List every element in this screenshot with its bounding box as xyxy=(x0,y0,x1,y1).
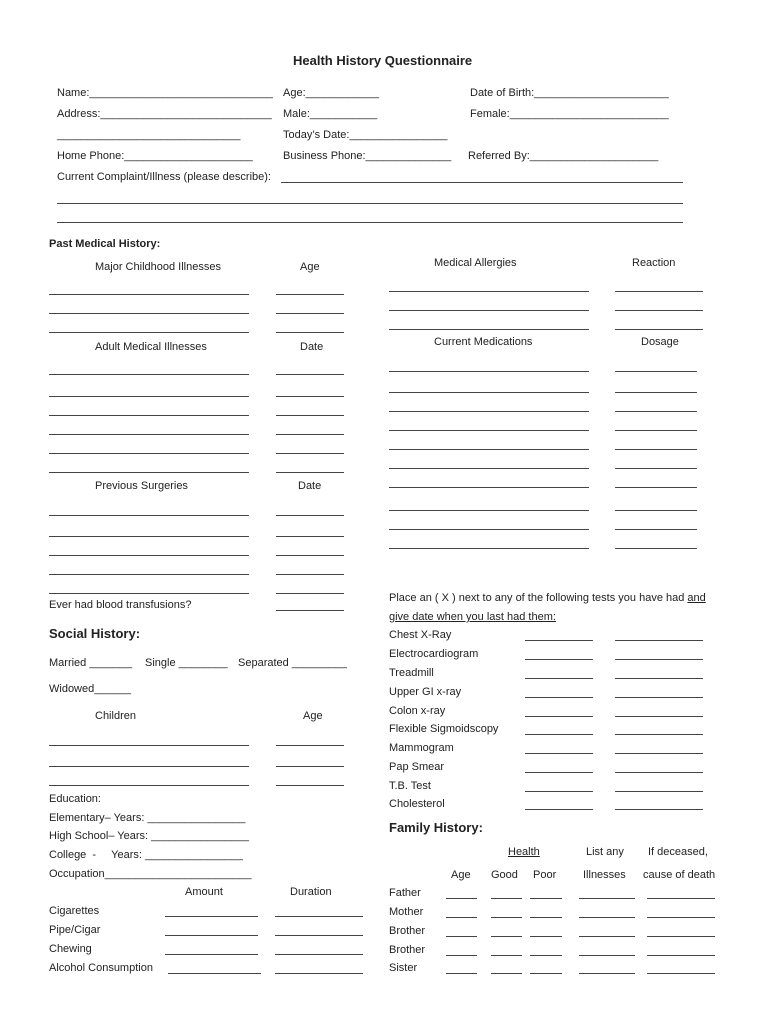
childhood-age-line[interactable] xyxy=(276,332,344,333)
child-line[interactable] xyxy=(49,766,249,767)
family-age-header: Age xyxy=(451,869,471,881)
address-field[interactable]: Address:____________________________ xyxy=(57,108,272,120)
pipe-duration-line[interactable] xyxy=(275,935,363,936)
children-header: Children xyxy=(95,710,136,722)
surgery-line[interactable] xyxy=(49,536,249,537)
childhood-illness-line[interactable] xyxy=(49,332,249,333)
test-check-line[interactable] xyxy=(525,734,593,735)
test-upper-gi: Upper GI x-ray xyxy=(389,686,462,698)
surgeries-header: Previous Surgeries xyxy=(95,480,188,492)
family-poor-line[interactable] xyxy=(530,936,562,937)
adult-date-line[interactable] xyxy=(276,434,344,435)
family-member-brother: Brother xyxy=(389,944,426,956)
social-history-heading: Social History: xyxy=(49,626,141,641)
complaint-line[interactable] xyxy=(57,203,683,204)
surgery-line[interactable] xyxy=(49,555,249,556)
medication-line[interactable] xyxy=(389,529,589,530)
referred-by-field[interactable]: Referred By:_____________________ xyxy=(468,150,659,162)
test-colon-xray: Colon x-ray xyxy=(389,705,446,717)
childhood-illness-line[interactable] xyxy=(49,294,249,295)
dosage-line[interactable] xyxy=(615,548,697,549)
family-age-line[interactable] xyxy=(446,936,477,937)
if-deceased-header: If deceased, xyxy=(648,846,708,858)
surgery-date-line[interactable] xyxy=(276,515,344,516)
good-header: Good xyxy=(491,869,518,881)
test-tb: T.B. Test xyxy=(389,780,431,792)
college-field[interactable]: College - Years: ________________ xyxy=(49,849,243,861)
dosage-line[interactable] xyxy=(615,510,697,511)
family-poor-line[interactable] xyxy=(530,917,562,918)
cigarettes-duration-line[interactable] xyxy=(275,916,363,917)
family-illness-line[interactable] xyxy=(579,917,635,918)
surgery-date-line[interactable] xyxy=(276,555,344,556)
test-check-line[interactable] xyxy=(525,697,593,698)
complaint-line[interactable] xyxy=(281,182,683,183)
surgery-line[interactable] xyxy=(49,515,249,516)
test-check-line[interactable] xyxy=(525,716,593,717)
family-age-line[interactable] xyxy=(446,917,477,918)
dosage-line[interactable] xyxy=(615,430,697,431)
tests-instructions-cont: give date when you last had them: xyxy=(389,611,556,623)
dosage-line[interactable] xyxy=(615,371,697,372)
page-title: Health History Questionnaire xyxy=(293,53,473,68)
child-age-line[interactable] xyxy=(276,745,344,746)
date-of-birth-field[interactable]: Date of Birth:______________________ xyxy=(470,87,669,99)
amount-header: Amount xyxy=(185,886,223,898)
family-illness-line[interactable] xyxy=(579,973,635,974)
education-label: Education: xyxy=(49,793,101,805)
test-date-line[interactable] xyxy=(615,753,703,754)
medication-line[interactable] xyxy=(389,468,589,469)
pipe-cigar-label: Pipe/Cigar xyxy=(49,924,101,936)
family-member-sister: Sister xyxy=(389,962,418,974)
blood-transfusion-label: Ever had blood transfusions? xyxy=(49,599,192,611)
occupation-field[interactable]: Occupation________________________ xyxy=(49,868,252,880)
surgery-date-line[interactable] xyxy=(276,593,344,594)
family-age-line[interactable] xyxy=(446,973,477,974)
alcohol-duration-line[interactable] xyxy=(275,973,363,974)
dosage-line[interactable] xyxy=(615,487,697,488)
childhood-illnesses-header: Major Childhood Illnesses xyxy=(95,261,221,273)
list-any-header: List any xyxy=(586,846,624,858)
children-age-header: Age xyxy=(303,710,323,722)
family-age-line[interactable] xyxy=(446,898,477,899)
complaint-label: Current Complaint/Illness (please describe): xyxy=(57,171,271,183)
medication-line[interactable] xyxy=(389,548,589,549)
chewing-duration-line[interactable] xyxy=(275,954,363,955)
family-poor-line[interactable] xyxy=(530,973,562,974)
female-field[interactable]: Female:__________________________ xyxy=(470,108,669,120)
surgery-line[interactable] xyxy=(49,593,249,594)
health-header: Health xyxy=(508,846,540,858)
alcohol-amount-line[interactable] xyxy=(168,973,261,974)
medication-line[interactable] xyxy=(389,487,589,488)
surgery-date-line[interactable] xyxy=(276,536,344,537)
family-age-line[interactable] xyxy=(446,955,477,956)
family-good-line[interactable] xyxy=(491,936,522,937)
family-poor-line[interactable] xyxy=(530,955,562,956)
chewing-label: Chewing xyxy=(49,943,92,955)
pipe-amount-line[interactable] xyxy=(165,935,258,936)
family-poor-line[interactable] xyxy=(530,898,562,899)
male-field[interactable]: Male:___________ xyxy=(283,108,378,120)
test-check-line[interactable] xyxy=(525,809,593,810)
medication-line[interactable] xyxy=(389,371,589,372)
cause-of-death-header: cause of death xyxy=(643,869,716,881)
test-cholesterol: Cholesterol xyxy=(389,798,445,810)
family-good-line[interactable] xyxy=(491,973,522,974)
dosage-header: Dosage xyxy=(641,336,679,348)
childhood-age-header: Age xyxy=(300,261,320,273)
todays-date-field[interactable]: Today’s Date:________________ xyxy=(283,129,448,141)
complaint-line[interactable] xyxy=(57,222,683,223)
dosage-line[interactable] xyxy=(615,392,697,393)
test-date-line[interactable] xyxy=(615,678,703,679)
test-chest-xray: Chest X-Ray xyxy=(389,629,452,641)
dosage-line[interactable] xyxy=(615,529,697,530)
child-line[interactable] xyxy=(49,785,249,786)
test-date-line[interactable] xyxy=(615,809,703,810)
family-member-brother: Brother xyxy=(389,925,426,937)
test-check-line[interactable] xyxy=(525,640,593,641)
adult-illness-line[interactable] xyxy=(49,472,249,473)
adult-illness-line[interactable] xyxy=(49,453,249,454)
allergy-line[interactable] xyxy=(389,291,589,292)
surgeries-date-header: Date xyxy=(298,480,322,492)
tests-instructions: Place an ( X ) next to any of the following tests you have had and xyxy=(389,592,706,604)
dosage-line[interactable] xyxy=(615,468,697,469)
past-medical-history-heading: Past Medical History: xyxy=(49,238,161,250)
adult-date-line[interactable] xyxy=(276,453,344,454)
allergies-header: Medical Allergies xyxy=(434,257,517,269)
adult-date-line[interactable] xyxy=(276,415,344,416)
test-check-line[interactable] xyxy=(525,791,593,792)
family-good-line[interactable] xyxy=(491,917,522,918)
test-date-line[interactable] xyxy=(615,734,703,735)
dosage-line[interactable] xyxy=(615,411,697,412)
reaction-line[interactable] xyxy=(615,291,703,292)
test-date-line[interactable] xyxy=(615,659,703,660)
test-date-line[interactable] xyxy=(615,640,703,641)
family-cause-line[interactable] xyxy=(647,955,715,956)
family-illness-line[interactable] xyxy=(579,898,635,899)
test-sigmoidscopy: Flexible Sigmoidscopy xyxy=(389,723,499,735)
test-check-line[interactable] xyxy=(525,772,593,773)
test-mammogram: Mammogram xyxy=(389,742,454,754)
widowed-field[interactable]: Widowed______ xyxy=(49,683,131,695)
adult-date-header: Date xyxy=(300,341,324,353)
test-pap-smear: Pap Smear xyxy=(389,761,445,773)
medication-line[interactable] xyxy=(389,510,589,511)
adult-illnesses-header: Adult Medical Illnesses xyxy=(95,341,207,353)
alcohol-label: Alcohol Consumption xyxy=(49,962,153,974)
child-line[interactable] xyxy=(49,745,249,746)
family-member-father: Father xyxy=(389,887,421,899)
adult-illness-line[interactable] xyxy=(49,374,249,375)
family-cause-line[interactable] xyxy=(647,936,715,937)
blood-transfusion-line[interactable] xyxy=(276,610,344,611)
reaction-header: Reaction xyxy=(632,257,676,269)
medication-line[interactable] xyxy=(389,392,589,393)
family-illness-line[interactable] xyxy=(579,936,635,937)
family-good-line[interactable] xyxy=(491,898,522,899)
adult-date-line[interactable] xyxy=(276,396,344,397)
family-cause-line[interactable] xyxy=(647,917,715,918)
child-age-line[interactable] xyxy=(276,785,344,786)
name-field[interactable]: Name:______________________________ xyxy=(57,87,273,99)
medication-line[interactable] xyxy=(389,411,589,412)
test-date-line[interactable] xyxy=(615,697,703,698)
elementary-field[interactable]: Elementary– Years: ________________ xyxy=(49,812,246,824)
test-check-line[interactable] xyxy=(525,753,593,754)
test-treadmill: Treadmill xyxy=(389,667,434,679)
family-cause-line[interactable] xyxy=(647,898,715,899)
family-cause-line[interactable] xyxy=(647,973,715,974)
childhood-age-line[interactable] xyxy=(276,294,344,295)
adult-illness-line[interactable] xyxy=(49,415,249,416)
childhood-age-line[interactable] xyxy=(276,313,344,314)
family-illness-line[interactable] xyxy=(579,955,635,956)
business-phone-field[interactable]: Business Phone:______________ xyxy=(283,150,452,162)
test-date-line[interactable] xyxy=(615,791,703,792)
test-check-line[interactable] xyxy=(525,678,593,679)
surgery-date-line[interactable] xyxy=(276,574,344,575)
childhood-illness-line[interactable] xyxy=(49,313,249,314)
allergy-line[interactable] xyxy=(389,329,589,330)
allergy-line[interactable] xyxy=(389,310,589,311)
chewing-amount-line[interactable] xyxy=(165,954,258,955)
adult-date-line[interactable] xyxy=(276,472,344,473)
child-age-line[interactable] xyxy=(276,766,344,767)
test-electrocardiogram: Electrocardiogram xyxy=(389,648,479,660)
age-field[interactable]: Age:____________ xyxy=(283,87,380,99)
family-member-mother: Mother xyxy=(389,906,424,918)
married-field[interactable]: Married _______ xyxy=(49,657,133,669)
reaction-line[interactable] xyxy=(615,329,703,330)
test-date-line[interactable] xyxy=(615,716,703,717)
separated-field[interactable]: Separated _________ xyxy=(238,657,347,669)
family-good-line[interactable] xyxy=(491,955,522,956)
test-date-line[interactable] xyxy=(615,772,703,773)
surgery-line[interactable] xyxy=(49,574,249,575)
reaction-line[interactable] xyxy=(615,310,703,311)
medication-line[interactable] xyxy=(389,430,589,431)
duration-header: Duration xyxy=(290,886,332,898)
test-check-line[interactable] xyxy=(525,659,593,660)
cigarettes-label: Cigarettes xyxy=(49,905,100,917)
adult-date-line[interactable] xyxy=(276,374,344,375)
home-phone-field[interactable]: Home Phone:_____________________ xyxy=(57,150,253,162)
cigarettes-amount-line[interactable] xyxy=(165,916,258,917)
adult-illness-line[interactable] xyxy=(49,396,249,397)
medication-line[interactable] xyxy=(389,449,589,450)
illnesses-header: Illnesses xyxy=(583,869,626,881)
medications-header: Current Medications xyxy=(434,336,533,348)
dosage-line[interactable] xyxy=(615,449,697,450)
high-school-field[interactable]: High School– Years: ________________ xyxy=(49,830,250,842)
poor-header: Poor xyxy=(533,869,557,881)
single-field[interactable]: Single ________ xyxy=(145,657,228,669)
family-history-heading: Family History: xyxy=(389,820,483,835)
adult-illness-line[interactable] xyxy=(49,434,249,435)
address-continued-field[interactable]: ______________________________ xyxy=(57,129,241,141)
